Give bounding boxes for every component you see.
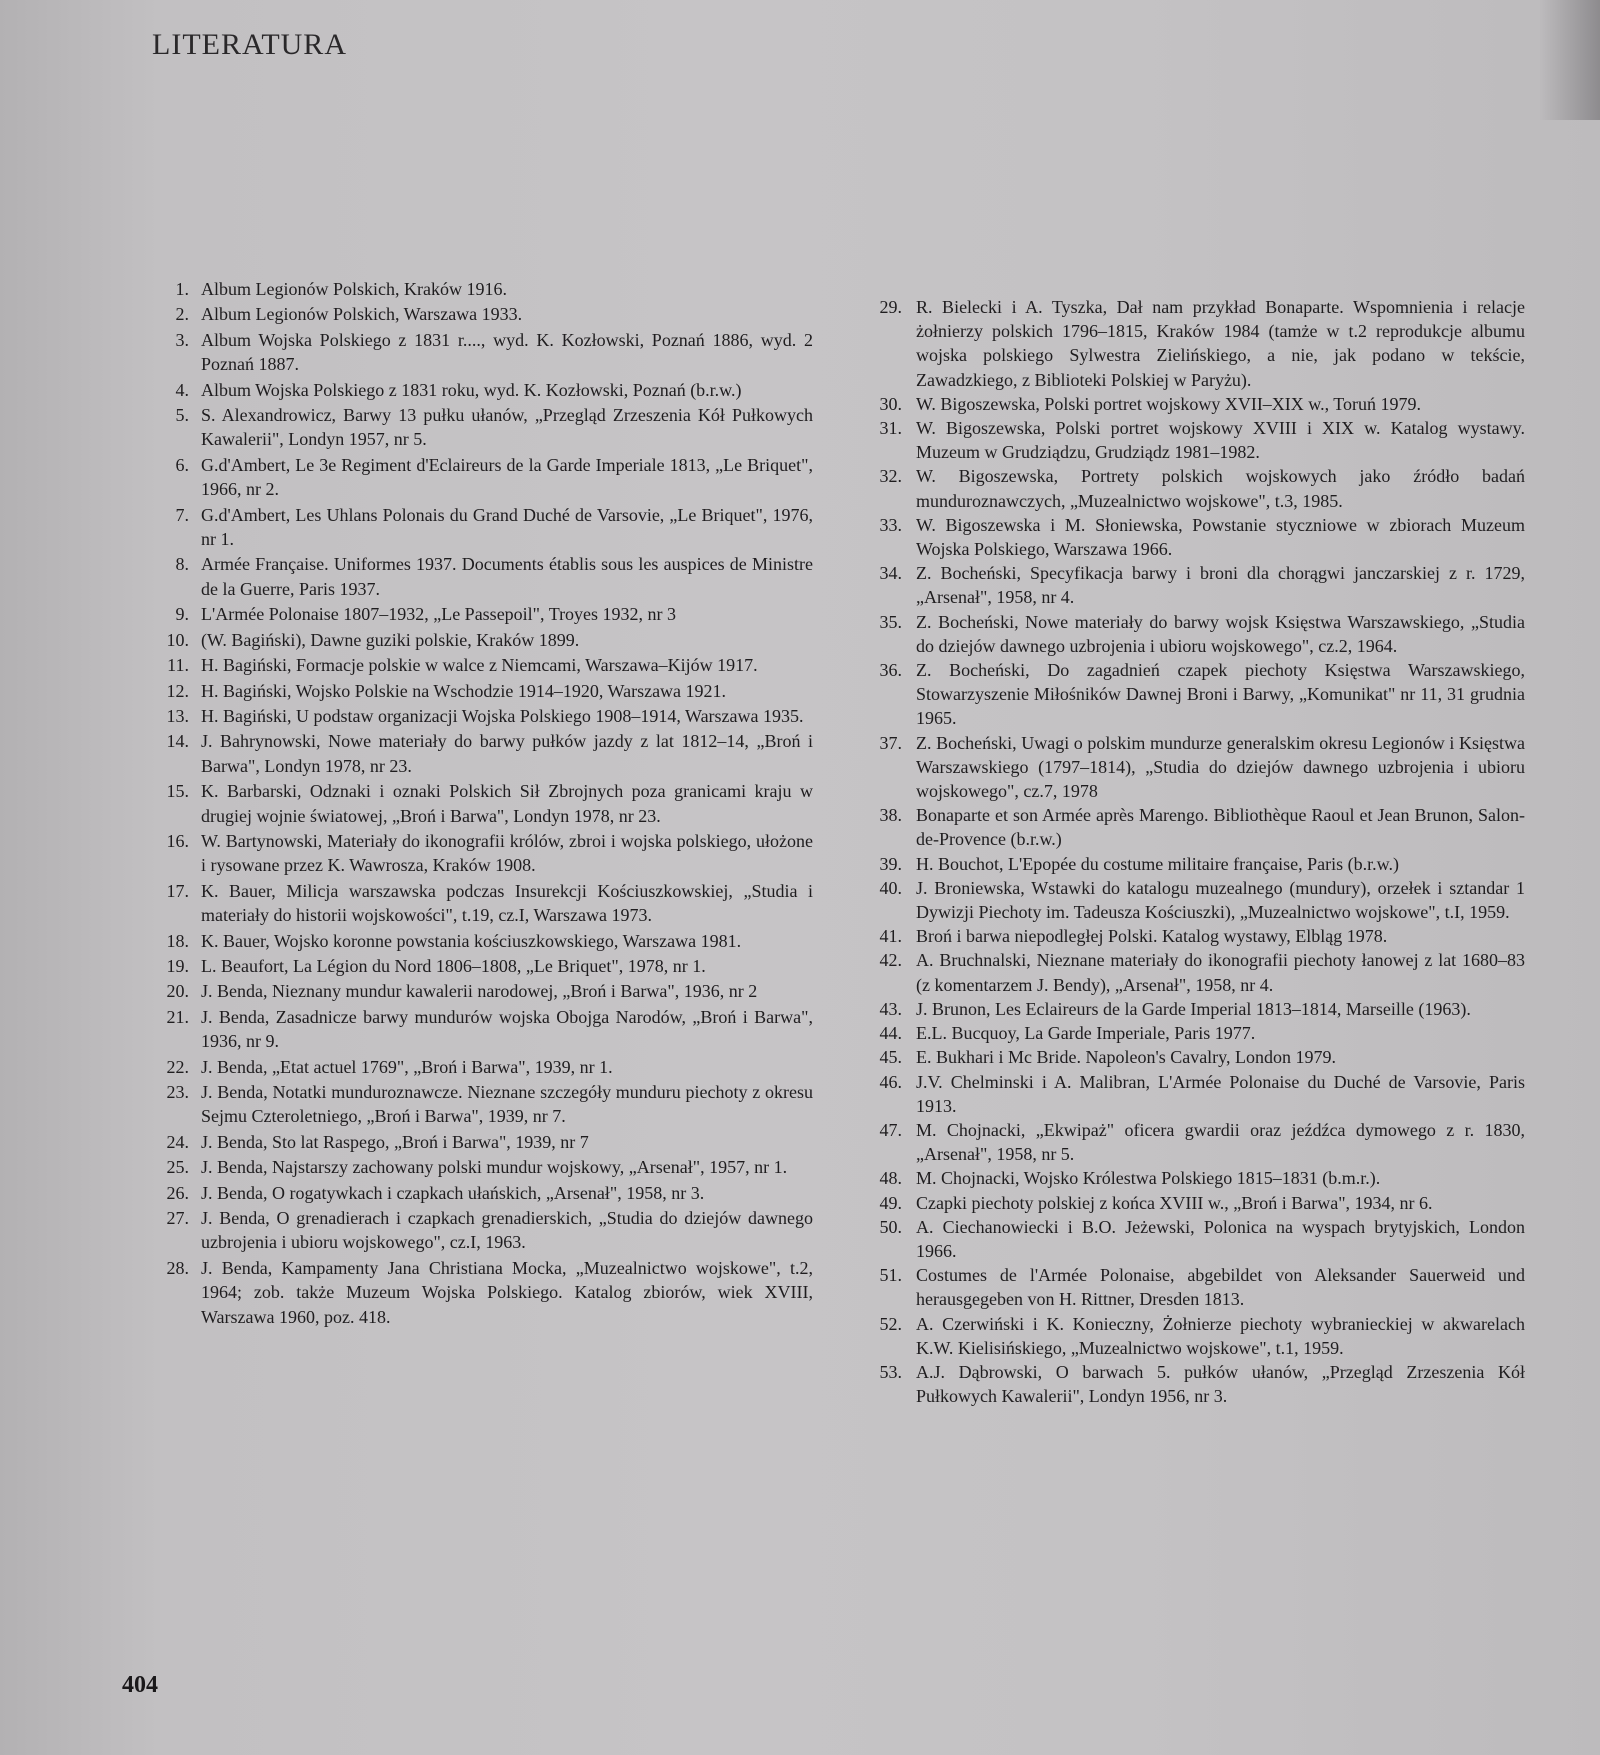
- bibliography-entry: [145, 403, 813, 452]
- entry-number: 23.: [166, 1082, 189, 1102]
- entry-text: A. Ciechanowiecki i B.O. Jeżewski, Polonica na wyspach brytyjskich, London 1966.: [916, 1216, 1525, 1261]
- bibliography-entry: [868, 416, 1525, 464]
- bibliography-entry: [868, 997, 1525, 1021]
- entry-number: 53.: [879, 1361, 902, 1382]
- bibliography-entry: [868, 464, 1525, 512]
- bibliography-entry: [868, 731, 1525, 804]
- entry-number: 46.: [879, 1071, 902, 1092]
- bibliography-entry: [145, 879, 813, 928]
- bibliography-entry: [868, 1263, 1525, 1311]
- bibliography-entry: [145, 302, 813, 326]
- bibliography-entry: [145, 453, 813, 502]
- entry-number: 4.: [175, 379, 189, 400]
- bibliography-entry: [868, 1360, 1525, 1408]
- bibliography-entry: [145, 1005, 813, 1054]
- bibliography-entry: [145, 1181, 813, 1205]
- bibliography-entry: [868, 1166, 1525, 1190]
- entry-number: 12.: [166, 680, 189, 701]
- entry-text: Z. Bocheński, Specyfikacja barwy i broni dla chorągwi janczarskiej z r. 1729, „Arsenał", 1958, nr 4.: [916, 563, 1525, 608]
- entry-text: J. Bahrynowski, Nowe materiały do barwy pułków jazdy z lat 1812–14, „Broń i Barwa", Londyn 1978, nr 23.: [201, 731, 813, 776]
- entry-number: 45.: [879, 1047, 902, 1068]
- bibliography-entry: [145, 704, 813, 728]
- bibliography-entry: [145, 1055, 813, 1079]
- bibliography-entry: [145, 779, 813, 828]
- entry-number: 33.: [879, 514, 902, 535]
- bibliography-entry: [868, 1045, 1525, 1069]
- entry-number: 15.: [166, 781, 189, 802]
- entry-text: H. Bagiński, Formacje polskie w walce z Niemcami, Warszawa–Kijów 1917.: [201, 655, 758, 676]
- entry-text: W. Bartynowski, Materiały do ikonografii królów, zbroi i wojska polskiego, ułożone i rysowane przez K. Wawrosza, Kraków 1908.: [201, 830, 813, 876]
- entry-text: Broń i barwa niepodległej Polski. Katalog wystawy, Elbląg 1978.: [916, 926, 1388, 947]
- entry-text: Armée Française. Uniformes 1937. Documents établis sous les auspices de Ministre de la Guerre, Paris 1937.: [201, 554, 813, 599]
- entry-text: Costumes de l'Armée Polonaise, abgebildet von Aleksander Sauerweid und herausgegeben von H. Rittner, Dresden 1813.: [916, 1265, 1525, 1310]
- entry-number: 34.: [879, 563, 902, 584]
- entry-number: 27.: [166, 1208, 189, 1229]
- entry-text: J. Benda, O grenadierach i czapkach grenadierskich, „Studia do dziejów dawnego uzbrojenia i ubioru wojskowego", cz.I, 1963.: [201, 1208, 813, 1253]
- entry-text: Z. Bocheński, Uwagi o polskim mundurze generalskim okresu Legionów i Księstwa Warszawskiego (1797–1814), „Studia do dziejów dawnego uzbrojenia i ubioru wojskowego", cz.7, 1978: [916, 732, 1525, 802]
- entry-number: 39.: [879, 853, 902, 874]
- entry-text: J. Benda, Nieznany mundur kawalerii narodowej, „Broń i Barwa", 1936, nr 2: [201, 981, 758, 1002]
- entry-text: S. Alexandrowicz, Barwy 13 pułku ułanów, „Przegląd Zrzeszenia Kół Pułkowych Kawalerii", Londyn 1957, nr 5.: [201, 405, 813, 450]
- entry-text: H. Bagiński, Wojsko Polskie na Wschodzie 1914–1920, Warszawa 1921.: [201, 680, 727, 701]
- entry-text: J. Brunon, Les Eclaireurs de la Garde Imperial 1813–1814, Marseille (1963).: [916, 998, 1471, 1019]
- entry-number: 26.: [166, 1182, 189, 1203]
- bibliography-entry: [145, 1206, 813, 1255]
- entry-number: 18.: [166, 930, 189, 951]
- entry-number: 30.: [879, 393, 902, 414]
- entry-number: 7.: [175, 504, 189, 525]
- entry-number: 29.: [879, 297, 902, 317]
- entry-number: 42.: [879, 950, 902, 971]
- bibliography-entry: [145, 653, 813, 677]
- entry-number: 5.: [175, 405, 189, 426]
- entry-text: A.J. Dąbrowski, O barwach 5. pułków ułanów, „Przegląd Zrzeszenia Kół Pułkowych Kawalerii", Londyn 1956, nr 3.: [916, 1361, 1525, 1407]
- entry-text: K. Barbarski, Odznaki i oznaki Polskich Sił Zbrojnych poza granicami kraju w drugiej wojnie światowej, „Broń i Barwa", Londyn 1978, nr 23.: [201, 781, 813, 826]
- entry-text: W. Bigoszewska i M. Słoniewska, Powstanie styczniowe w zbiorach Muzeum Wojska Polskiego, Warszawa 1966.: [916, 514, 1525, 560]
- entry-text: A. Czerwiński i K. Konieczny, Żołnierze piechoty wybranieckiej w akwarelach K.W. Kielisińskiego, „Muzealnictwo wojskowe", t.1, 1959.: [916, 1313, 1525, 1358]
- entry-text: Album Legionów Polskich, Kraków 1916.: [201, 279, 507, 299]
- entry-number: 3.: [175, 329, 189, 350]
- entry-number: 25.: [166, 1157, 189, 1178]
- entry-text: J. Benda, Notatki munduroznawcze. Nieznane szczegóły munduru piechoty z okresu Sejmu Czteroletniego, „Broń i Barwa", 1939, nr 7.: [201, 1082, 813, 1127]
- bibliography-entry: [868, 948, 1525, 996]
- entry-text: J.V. Chelminski i A. Malibran, L'Armée Polonaise du Duché de Varsovie, Paris 1913.: [916, 1071, 1525, 1116]
- entry-number: 28.: [166, 1257, 189, 1278]
- bibliography-entry: [868, 1215, 1525, 1263]
- bibliography-entry: [868, 876, 1525, 924]
- entry-number: 44.: [879, 1023, 902, 1044]
- entry-number: 2.: [175, 304, 189, 325]
- bibliography-entry: [868, 1118, 1525, 1166]
- entry-text: J. Benda, Najstarszy zachowany polski mundur wojskowy, „Arsenał", 1957, nr 1.: [201, 1157, 788, 1178]
- entry-text: Bonaparte et son Armée après Marengo. Bibliothèque Raoul et Jean Brunon, Salon-de-Provence (b.r.w.): [916, 805, 1525, 850]
- bibliography-entry: [145, 929, 813, 953]
- entry-text: L. Beaufort, La Légion du Nord 1806–1808, „Le Briquet", 1978, nr 1.: [201, 955, 706, 976]
- entry-number: 49.: [879, 1192, 902, 1213]
- entry-text: Album Wojska Polskiego z 1831 roku, wyd. K. Kozłowski, Poznań (b.r.w.): [201, 379, 742, 400]
- entry-text: J. Benda, „Etat actuel 1769", „Broń i Barwa", 1939, nr 1.: [201, 1056, 613, 1077]
- entry-number: 40.: [879, 877, 902, 898]
- bibliography-entry: [868, 924, 1525, 948]
- entry-number: 14.: [166, 731, 189, 752]
- bibliography-entry: [145, 829, 813, 878]
- entry-text: J. Benda, Zasadnicze barwy mundurów wojska Obojga Narodów, „Broń i Barwa", 1936, nr 9.: [201, 1006, 813, 1052]
- bibliography-entry: [145, 679, 813, 703]
- page-edge-shadow: [1540, 0, 1600, 120]
- entry-text: (W. Bagiński), Dawne guziki polskie, Kraków 1899.: [201, 629, 580, 650]
- entry-text: K. Bauer, Wojsko koronne powstania kościuszkowskiego, Warszawa 1981.: [201, 930, 742, 951]
- bibliography-entry: [868, 658, 1525, 731]
- bibliography-entry: [145, 1130, 813, 1154]
- bibliography-entry: [145, 378, 813, 402]
- entry-text: A. Bruchnalski, Nieznane materiały do ikonografii piechoty łanowej z lat 1680–83 (z komentarzem J. Bendy), „Arsenał", 1958, nr 4.: [916, 950, 1525, 995]
- entry-text: E. Bukhari i Mc Bride. Napoleon's Cavalry, London 1979.: [916, 1047, 1337, 1068]
- bibliography-entry: [868, 1070, 1525, 1118]
- page-number: 404: [122, 1672, 158, 1698]
- bibliography-entry: [868, 610, 1525, 658]
- bibliography-entry: [868, 1021, 1525, 1045]
- bibliography-entry: [868, 1312, 1525, 1360]
- entry-number: 21.: [166, 1006, 189, 1027]
- entry-number: 52.: [879, 1313, 902, 1334]
- entry-text: H. Bagiński, U podstaw organizacji Wojska Polskiego 1908–1914, Warszawa 1935.: [201, 705, 804, 726]
- entry-number: 50.: [879, 1216, 902, 1237]
- entry-text: M. Chojnacki, „Ekwipaż" oficera gwardii oraz jeźdźca dymowego z r. 1830, „Arsenał", 1958, nr 5.: [916, 1119, 1525, 1165]
- entry-number: 11.: [167, 655, 189, 676]
- entry-text: E.L. Bucquoy, La Garde Imperiale, Paris 1977.: [916, 1023, 1256, 1044]
- entry-number: 16.: [166, 830, 189, 851]
- entry-text: K. Bauer, Milicja warszawska podczas Insurekcji Kościuszkowskiej, „Studia i materiały do historii wojskowości", t.19, cz.I, Warszawa 1973.: [201, 880, 813, 926]
- entry-number: 10.: [166, 629, 189, 650]
- bibliography-entry: [868, 852, 1525, 876]
- bibliography-entry: [868, 392, 1525, 416]
- entry-number: 41.: [879, 926, 902, 947]
- entry-number: 19.: [166, 955, 189, 976]
- bibliography-left-column: [145, 277, 813, 1330]
- bibliography-entry: [145, 552, 813, 601]
- entry-text: W. Bigoszewska, Polski portret wojskowy XVII–XIX w., Toruń 1979.: [916, 393, 1422, 414]
- entry-number: 35.: [879, 611, 902, 632]
- entry-number: 43.: [879, 998, 902, 1019]
- page-title: LITERATURA: [152, 28, 347, 61]
- entry-number: 31.: [879, 418, 902, 439]
- entry-text: Album Wojska Polskiego z 1831 r...., wyd. K. Kozłowski, Poznań 1886, wyd. 2 Poznań 1887.: [201, 329, 813, 375]
- entry-number: 22.: [166, 1056, 189, 1077]
- bibliography-entry: [145, 954, 813, 978]
- entry-text: J. Benda, Kampamenty Jana Christiana Mocka, „Muzealnictwo wojskowe", t.2, 1964; zob. także Muzeum Wojska Polskiego. Katalog zbiorów, wiek XVIII, Warszawa 1960, poz. 418.: [201, 1257, 813, 1327]
- bibliography-entry: [145, 277, 813, 301]
- entry-text: G.d'Ambert, Le 3e Regiment d'Eclaireurs de la Garde Imperiale 1813, „Le Briquet", 1966, nr 2.: [201, 454, 813, 500]
- entry-number: 6.: [175, 454, 189, 475]
- entry-number: 20.: [166, 981, 189, 1002]
- entry-number: 32.: [879, 466, 902, 487]
- bibliography-entry: [868, 513, 1525, 561]
- entry-text: Czapki piechoty polskiej z końca XVIII w., „Broń i Barwa", 1934, nr 6.: [916, 1192, 1433, 1213]
- entry-number: 8.: [175, 554, 189, 575]
- entry-number: 13.: [166, 705, 189, 726]
- entry-number: 24.: [166, 1131, 189, 1152]
- bibliography-entry: [145, 1256, 813, 1329]
- entry-text: J. Benda, Sto lat Raspego, „Broń i Barwa", 1939, nr 7: [201, 1131, 589, 1152]
- entry-number: 48.: [879, 1168, 902, 1189]
- entry-text: M. Chojnacki, Wojsko Królestwa Polskiego 1815–1831 (b.m.r.).: [916, 1168, 1381, 1189]
- entry-number: 51.: [879, 1265, 902, 1286]
- entry-number: 17.: [166, 880, 189, 901]
- entry-text: R. Bielecki i A. Tyszka, Dał nam przykład Bonaparte. Wspomnienia i relacje żołnierzy polskich 1796–1815, Kraków 1984 (tamże w t.2 reprodukcje albumu wojska polskiego Sylwestra Zielińskiego, a nie, jak podano w tekście, Zawadzkiego, z Biblioteki Polskiej w Paryżu).: [916, 297, 1525, 390]
- bibliography-entry: [868, 295, 1525, 392]
- entry-number: 9.: [175, 604, 189, 625]
- entry-text: G.d'Ambert, Les Uhlans Polonais du Grand Duché de Varsovie, „Le Briquet", 1976, nr 1.: [201, 504, 813, 550]
- entry-text: H. Bouchot, L'Epopée du costume militaire française, Paris (b.r.w.): [916, 853, 1399, 874]
- bibliography-entry: [145, 503, 813, 552]
- entry-text: Z. Bocheński, Nowe materiały do barwy wojsk Księstwa Warszawskiego, „Studia do dziejów dawnego uzbrojenia i ubioru wojskowego", cz.2, 1964.: [916, 611, 1525, 656]
- entry-number: 36.: [879, 660, 902, 681]
- entry-number: 38.: [879, 805, 902, 826]
- entry-text: J. Benda, O rogatywkach i czapkach ułańskich, „Arsenał", 1958, nr 3.: [201, 1182, 705, 1203]
- bibliography-entry: [145, 1080, 813, 1129]
- bibliography-entry: [868, 803, 1525, 851]
- bibliography-entry: [145, 602, 813, 626]
- bibliography-entry: [145, 979, 813, 1003]
- bibliography-entry: [145, 328, 813, 377]
- entry-number: 1.: [175, 279, 189, 299]
- entry-text: Z. Bocheński, Do zagadnień czapek piechoty Księstwa Warszawskiego, Stowarzyszenie Miłośników Dawnej Broni i Barwy, „Komunikat" nr 11, 31 grudnia 1965.: [916, 660, 1525, 729]
- entry-text: W. Bigoszewska, Polski portret wojskowy XVIII i XIX w. Katalog wystawy. Muzeum w Grudziądzu, Grudziądz 1981–1982.: [916, 418, 1525, 463]
- entry-text: W. Bigoszewska, Portrety polskich wojskowych jako źródło badań munduroznawczych, „Muzealnictwo wojskowe", t.3, 1985.: [916, 466, 1525, 511]
- bibliography-entry: [145, 1155, 813, 1179]
- entry-number: 37.: [879, 732, 902, 753]
- bibliography-entry: [145, 628, 813, 652]
- entry-text: L'Armée Polonaise 1807–1932, „Le Passepoil", Troyes 1932, nr 3: [201, 604, 677, 625]
- entry-text: Album Legionów Polskich, Warszawa 1933.: [201, 304, 523, 325]
- bibliography-entry: [868, 561, 1525, 609]
- entry-number: 47.: [879, 1119, 902, 1140]
- bibliography-entry: [868, 1191, 1525, 1215]
- bibliography-entry: [145, 729, 813, 778]
- bibliography-right-column: [868, 295, 1525, 1408]
- entry-text: J. Broniewska, Wstawki do katalogu muzealnego (mundury), orzełek i sztandar 1 Dywizji Piechoty im. Tadeusza Kościuszki), „Muzealnictwo wojskowe", t.I, 1959.: [916, 877, 1525, 923]
